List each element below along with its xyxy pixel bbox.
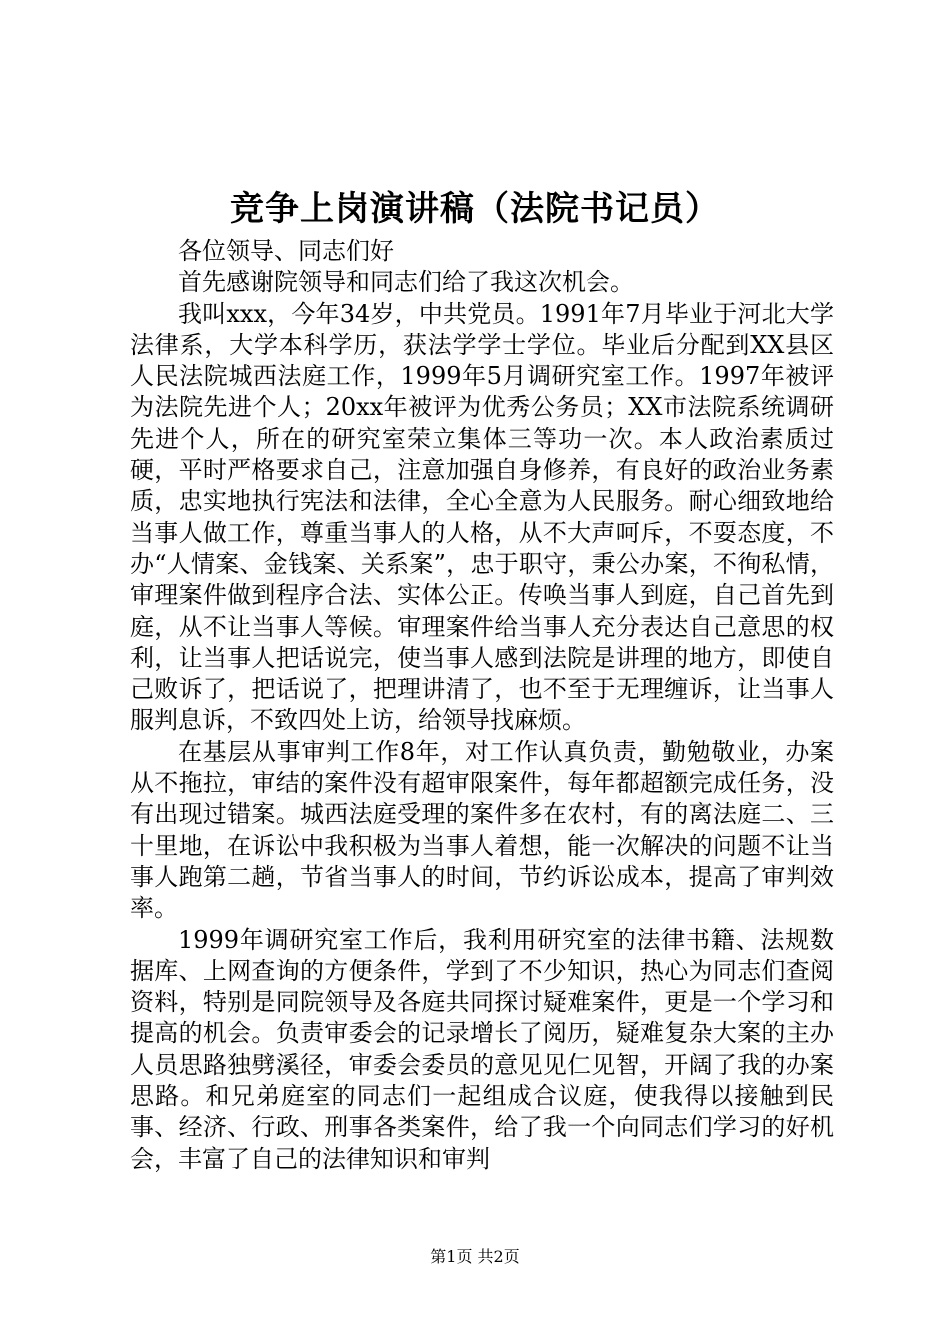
body-paragraph: 我叫xxx，今年34岁，中共党员。1991年7月毕业于河北大学法律系，大学本科学历，获法学学士学位。毕业后分配到XX县区人民法院城西法庭工作，1999年5月调研究室工作。1997年被评为法院先进个人；20xx年被评为优秀公务员；XX市法院系统调研先进个人，所在的研究室荣立集体三等功一次。本人政治素质过硬，平时严格要求自己，注意加强自身修养，有良好的政治业务素质，忠实地执行宪法和法律，全心全意为人民服务。耐心细致地给当事人做工作，尊重当事人的人格，从不大声呵斥，不耍态度，不办“人情案、金钱案、关系案”，忠于职守，秉公办案，不徇私情，审理案件做到程序合法、实体公正。传唤当事人到庭，自己首先到庭，从不让当事人等候。审理案件给当事人充分表达自己意思的权利，让当事人把话说完，使当事人感到法院是讲理的地方，即使自己败诉了，把话说了，把理讲清了，也不至于无理缠诉，让当事人服判息诉，不致四处上访，给领导找麻烦。 [130, 299, 834, 735]
salutation-paragraph: 各位领导、同志们好 [178, 237, 394, 265]
page-number-footer: 第1页 共2页 [430, 1247, 520, 1266]
document-title: 竞争上岗演讲稿（法院书记员） [230, 189, 720, 229]
opening-paragraph: 首先感谢院领导和同志们给了我这次机会。 [178, 268, 634, 297]
body-paragraph: 在基层从事审判工作8年，对工作认真负责，勤勉敬业，办案从不拖拉，审结的案件没有超审限案件，每年都超额完成任务，没有出现过错案。城西法庭受理的案件多在农村，有的离法庭二、三十里地，在诉讼中我积极为当事人着想，能一次解决的问题不让当事人跑第二趟，节省当事人的时间，节约诉讼成本，提高了审判效率。 [130, 737, 834, 923]
body-paragraph: 1999年调研究室工作后，我利用研究室的法律书籍、法规数据库、上网查询的方便条件，学到了不少知识，热心为同志们查阅资料，特别是同院领导及各庭共同探讨疑难案件，更是一个学习和提高的机会。负责审委会的记录增长了阅历，疑难复杂大案的主办人员思路独劈溪径，审委会委员的意见见仁见智，开阔了我的办案思路。和兄弟庭室的同志们一起组成合议庭，使我得以接触到民事、经济、行政、刑事各类案件，给了我一个向同志们学习的好机会，丰富了自己的法律知识和审判 [130, 925, 834, 1173]
document-body [130, 236, 834, 1175]
